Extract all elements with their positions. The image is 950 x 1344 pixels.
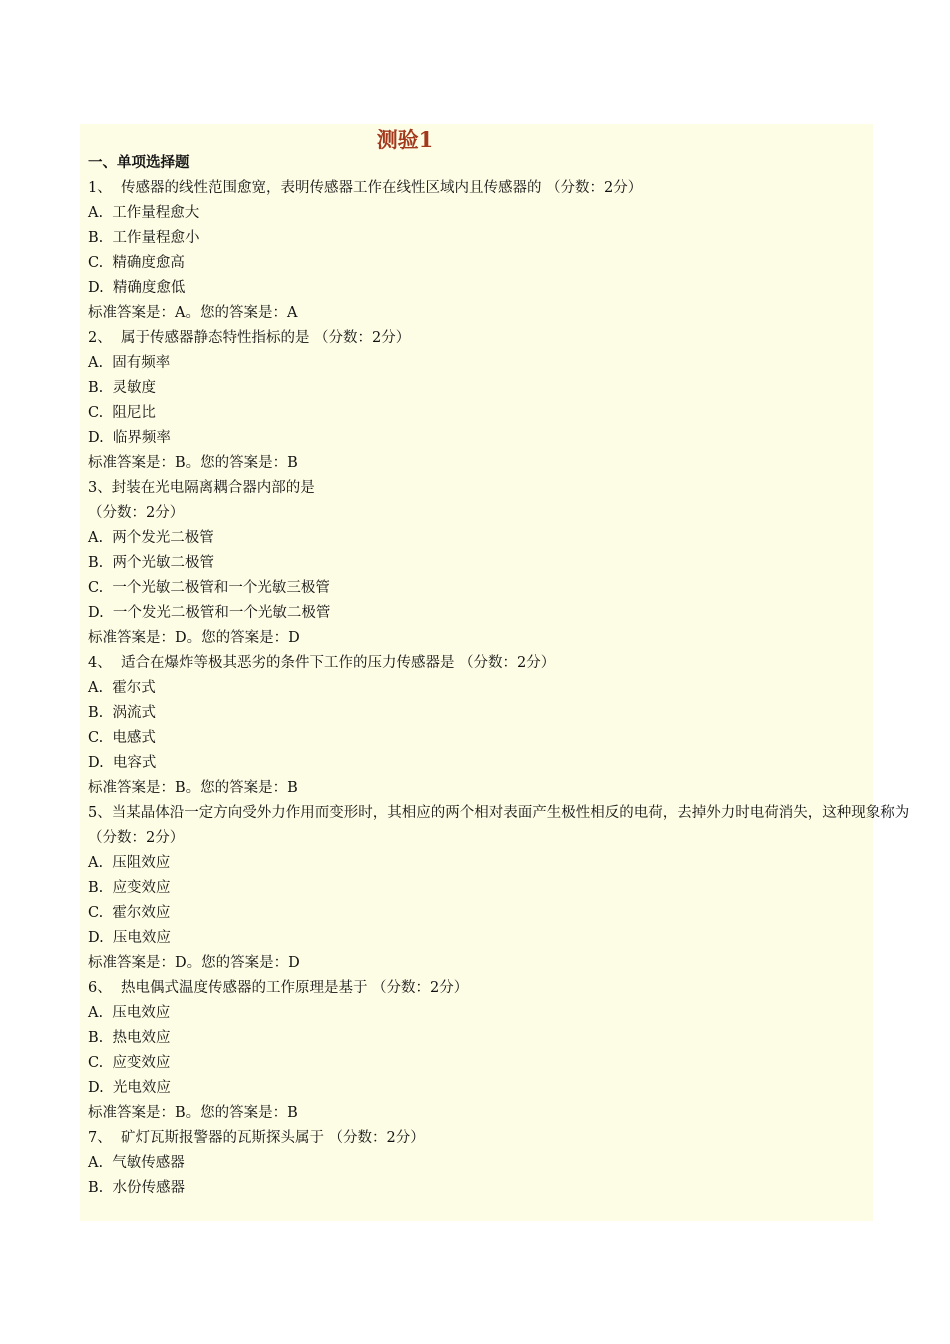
question-stem: 5、当某晶体沿一定方向受外力作用而变形时，其相应的两个相对表面产生极性相反的电荷，去掉外力时电荷消失，这种现象称为 [88,805,910,821]
question-list [88,176,910,1201]
question-4 [88,651,868,801]
answer-option: A. 压电效应 [88,1005,171,1021]
question-1 [88,176,868,326]
answer-result: 标准答案是：B。您的答案是：B [88,780,298,796]
answer-option: C. 一个光敏二极管和一个光敏三极管 [88,580,330,596]
page-title: 测验1 [376,127,434,152]
answer-option: B. 应变效应 [88,880,171,896]
answer-result: 标准答案是：D。您的答案是：D [88,955,300,971]
answer-option: D. 临界频率 [88,430,171,446]
question-stem: 6、 热电偶式温度传感器的工作原理是基于 （分数：2分） [88,980,469,996]
answer-option: C. 精确度愈高 [88,255,185,271]
answer-option: C. 霍尔效应 [88,905,171,921]
question-stem: 3、封装在光电隔离耦合器内部的是 [88,480,315,496]
answer-option: C. 应变效应 [88,1055,171,1071]
answer-result: 标准答案是：A。您的答案是：A [88,305,298,321]
question-stem: 7、 矿灯瓦斯报警器的瓦斯探头属于 （分数：2分） [88,1130,425,1146]
answer-option: B. 两个光敏二极管 [88,555,214,571]
answer-option: B. 涡流式 [88,705,156,721]
answer-option: B. 热电效应 [88,1030,171,1046]
question-2 [88,326,868,476]
answer-option: D. 一个发光二极管和一个光敏二极管 [88,605,331,621]
answer-option: D. 光电效应 [88,1080,171,1096]
question-3 [88,476,868,651]
answer-option: B. 工作量程愈小 [88,230,200,246]
section-heading: 一、单项选择题 [88,155,190,171]
answer-option: A. 两个发光二极管 [88,530,214,546]
answer-option: D. 精确度愈低 [88,280,186,296]
quiz-content [88,151,910,1201]
answer-option: A. 工作量程愈大 [88,205,200,221]
answer-option: B. 水份传感器 [88,1180,185,1196]
answer-result: 标准答案是：B。您的答案是：B [88,455,298,471]
answer-option: C. 电感式 [88,730,156,746]
answer-option: C. 阻尼比 [88,405,156,421]
answer-option: A. 气敏传感器 [88,1155,185,1171]
answer-option: D. 压电效应 [88,930,171,946]
question-5 [88,801,910,976]
answer-result: 标准答案是：B。您的答案是：B [88,1105,298,1121]
answer-result: 标准答案是：D。您的答案是：D [88,630,300,646]
answer-option: A. 霍尔式 [88,680,156,696]
answer-option: A. 固有频率 [88,355,171,371]
question-stem: 2、 属于传感器静态特性指标的是 （分数：2分） [88,330,411,346]
answer-option: D. 电容式 [88,755,157,771]
question-6 [88,976,868,1126]
question-stem: 1、 传感器的线性范围愈宽，表明传感器工作在线性区域内且传感器的 （分数：2分） [88,180,643,196]
question-stem: （分数：2分） [88,505,185,521]
question-stem: 4、 适合在爆炸等极其恶劣的条件下工作的压力传感器是 （分数：2分） [88,655,556,671]
question-stem: （分数：2分） [88,830,185,846]
question-7 [88,1126,868,1201]
answer-option: A. 压阻效应 [88,855,171,871]
answer-option: B. 灵敏度 [88,380,156,396]
